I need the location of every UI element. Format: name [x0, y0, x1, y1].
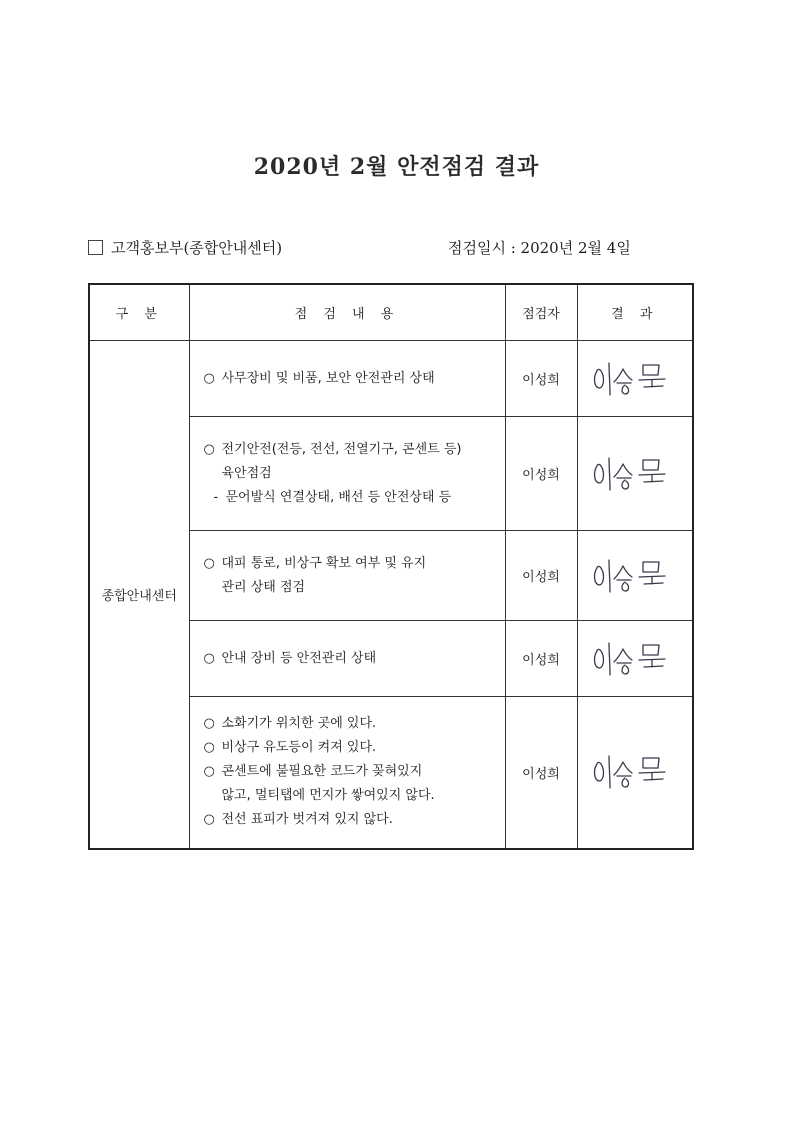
content-text: 육안점검	[221, 465, 272, 481]
content-line	[204, 808, 495, 832]
bullet-circle: ○	[203, 370, 215, 386]
content-text: 대피 통로, 비상구 확보 여부 및 유지	[221, 555, 427, 571]
content-line	[204, 576, 495, 600]
inspector-cell: 이성희	[505, 341, 577, 417]
content-line	[204, 760, 495, 784]
result-cell	[577, 621, 693, 697]
table-row	[89, 341, 693, 417]
header-result: 결 과	[577, 284, 693, 341]
table-body	[89, 341, 693, 849]
handwritten-signature	[587, 552, 683, 596]
content-text: 전선 표피가 벗겨져 있지 않다.	[221, 812, 393, 828]
handwritten-signature	[587, 355, 683, 399]
checkbox[interactable]	[88, 240, 103, 255]
content-line	[204, 462, 495, 486]
content-text: 비상구 유도등이 켜져 있다.	[221, 740, 377, 756]
content-text: 콘센트에 불필요한 코드가 꽂혀있지	[221, 764, 423, 780]
content-cell	[189, 417, 505, 531]
content-line	[204, 736, 495, 760]
result-cell	[577, 531, 693, 621]
department-label: 고객홍보부(종합안내센터)	[111, 239, 283, 257]
department-line	[88, 237, 282, 258]
bullet-circle: ○	[203, 740, 215, 756]
result-cell	[577, 417, 693, 531]
handwritten-signature	[587, 450, 683, 494]
header-content: 점 검 내 용	[189, 284, 505, 341]
result-cell	[577, 341, 693, 417]
content-cell	[189, 341, 505, 417]
bullet-circle: ○	[203, 555, 215, 571]
category-cell: 종합안내센터	[89, 341, 189, 849]
inspection-table	[88, 283, 694, 850]
result-cell	[577, 697, 693, 849]
content-cell	[189, 621, 505, 697]
bullet-circle: ○	[203, 650, 215, 666]
bullet-circle: ○	[203, 441, 215, 457]
content-text: 소화기가 위치한 곳에 있다.	[221, 716, 377, 732]
inspector-cell: 이성희	[505, 621, 577, 697]
handwritten-signature	[587, 748, 683, 792]
content-text: 문어발식 연결상태, 배선 등 안전상태 등	[225, 489, 452, 505]
content-line	[204, 367, 495, 391]
header-category: 구 분	[89, 284, 189, 341]
inspector-cell: 이성희	[505, 417, 577, 531]
content-text: 사무장비 및 비품, 보안 안전관리 상태	[221, 370, 435, 386]
bullet-dash: -	[213, 489, 219, 505]
bullet-circle: ○	[203, 716, 215, 732]
content-line	[204, 784, 495, 808]
table-header-row	[89, 284, 693, 341]
inspector-cell: 이성희	[505, 531, 577, 621]
content-cell	[189, 697, 505, 849]
content-line	[204, 486, 495, 510]
inspector-cell: 이성희	[505, 697, 577, 849]
handwritten-signature	[587, 635, 683, 679]
content-text: 관리 상태 점검	[221, 579, 306, 595]
content-cell	[189, 531, 505, 621]
content-text: 않고, 멀티탭에 먼지가 쌓여있지 않다.	[221, 788, 435, 804]
inspection-date: 점검일시 : 2020년 2월 4일	[448, 239, 631, 257]
content-line	[204, 647, 495, 671]
content-line	[204, 712, 495, 736]
content-text: 안내 장비 등 안전관리 상태	[221, 650, 377, 666]
content-line	[204, 552, 495, 576]
header-inspector: 점검자	[505, 284, 577, 341]
bullet-circle: ○	[203, 812, 215, 828]
content-text: 전기안전(전등, 전선, 전열기구, 콘센트 등)	[221, 441, 462, 457]
bullet-circle: ○	[203, 764, 215, 780]
document-title: 2020년 2월 안전점검 결과	[253, 154, 540, 180]
content-line	[204, 438, 495, 462]
